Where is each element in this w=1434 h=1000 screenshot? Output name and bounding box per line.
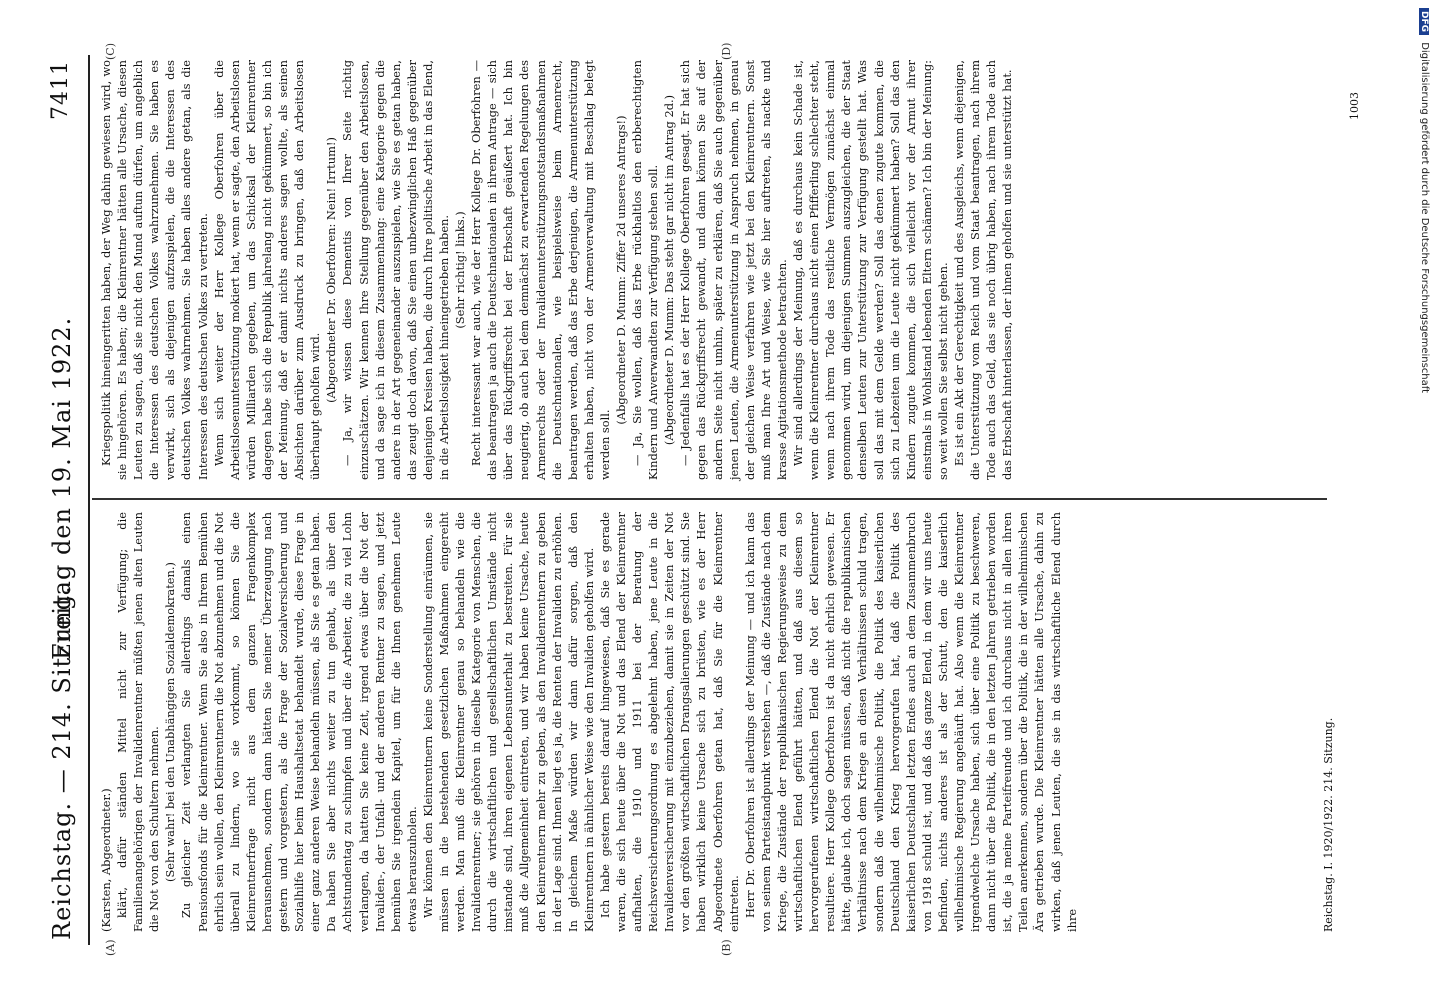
page-header — [48, 60, 88, 940]
column-divider — [92, 498, 1327, 500]
marker-d: (D) — [720, 42, 733, 60]
speaker-label: (Karsten, Abgeordneter.) — [99, 788, 113, 932]
footer-page-number: 1003 — [1348, 92, 1361, 120]
right-paragraph: Recht interessant war auch, wie der Herr Kollege Dr. Oberfohren — das beantragen ja auch die Deutschnationalen in ihrem Antrage — sich über das Rückgriffsrecht bei der Erbschaft geäußert hat. Ich bin neugierig, ob auch bei dem demnächst zu erwartenden Regelungen des Armenrechts oder der Invalidenunterstützungsnotstandsmaßnahmen die Deutschnationalen, wie beispielsweise beim Armenrecht, beantragen werden, daß das Erbe derjenigen, die Armenunterstützung erhalten haben, nicht von der Armenverwaltung mit Beschlag belegt werden soll. — [469, 60, 612, 480]
left-paragraph: Herr Dr. Oberfohren ist allerdings der Meinung — und ich kann das von seinem Parteistandpunkt verstehen —, daß die Zustände nach dem Kriege, die Zustände der republikanischen Regierungsweise zu dem wirtschaftlichen Elend geführt hätten, und daß aus diesem so hervorgerufenen wirtschaftlichen Elend die Not der Kleinrentner resultiere. Herr Kollege Oberfohren ist da nicht ehrlich gewesen. Er hätte, glaube ich, doch sagen müssen, daß nicht die republikanischen Verhältnisse nach dem Kriege an diesen Verhältnissen schuld tragen, sondern daß die wilhelminische Politik, die Politik des kaiserlichen Deutschland den Krieg hervorgerufen hat, daß die Politik des kaiserlichen Deutschland letzten Endes auch an dem Zusammenbruch von 1918 schuld ist, und daß das ganze Elend, in dem wir uns heute befinden, nichts anderes ist als der Schutt, den die kaiserlich wilhelminische Regierung angehäuft hat. Also wenn die Kleinrentner irgendwelche Ursache haben, sich über eine Politik zu beschweren, dann nicht über die Politik, die in den letzten Jahren getrieben worden ist, die ja meine Parteifreunde und ich durchaus nicht in allen ihren Teilen anerkennen, sondern über die Politik, die in der wilhelminischen Ära getrieben wurde. Die Kleinrentner hätten alle Ursache, dahin zu wirken, daß jenen Leuten, die sie in das wirtschaftliche Elend durch ihre — [742, 512, 1079, 932]
right-paragraph: Wenn sich weiter der Herr Kollege Oberfohren über die Arbeitslosenunterstützung mokiert hat, wenn er sagte, den Arbeitslosen würden Milliarden gegeben, um das Schicksal der Kleinrentner dagegen habe sich die Republik jahrelang nicht gekümmert, so bin ich der Meinung, daß er damit nichts anderes sagen wollte, als seinen Absichten darüber zum Ausdruck zu bringen, daß den Arbeitslosen überhaupt geholfen wird. — [211, 60, 323, 480]
marker-b: (B) — [720, 939, 733, 956]
header-left: Reichstag. — 214. Sitzung. — [48, 585, 76, 940]
right-paragraph: Es ist ein Akt der Gerechtigkeit und des Ausgleichs, wenn diejenigen, die Unterstützung vom Reich und vom Staat beantragen, nach ihrem Tode auch das Geld, das sie noch übrig haben, nach ihrem Tode auch das Erbschaft hinterlassen, der ihnen geholfen und sie unterstützt hat. — [951, 60, 1015, 480]
right-paragraph: — Jedenfalls hat es der Herr Kollege Oberfohren gesagt. Er hat sich gegen das Rückgriffsrecht gewandt, und dann können Sie auf der andern Seite nicht umhin, später zu erklären, daß Sie auch gegenüber jenen Leuten, die Armenunterstützung in Anspruch nehmen, in genau der gleichen Weise verfahren wie jetzt bei den Kleinrentnern. Sonst muß man Ihre Art und Weise, wie Sie hier auftreten, als nackte und krasse Agitationsmethode betrachten. — [678, 60, 789, 480]
marker-a: (A) — [104, 939, 117, 956]
right-paragraph: Wir sind allerdings der Meinung, daß es durchaus kein Schade ist, wenn die Kleinrentner durchaus nicht einen Pfifferling schlechter steht, wenn nach ihrem Tode das restliche Vermögen zunächst einmal genommen wird, um diejenigen Summen auszugleichen, die der Staat denselben Leuten zur Unterstützung zur Verfügung gestellt hat. Was soll das mit dem Gelde werden? Soll das denen zugute kommen, die sich zu Lebzeiten um die Leute nicht gekümmert haben? Soll das den Kindern zugute kommen, die sich vielleicht vor der Armut ihrer einstmals in Wohlstand lebenden Eltern schämen? Ich bin der Meinung: so weit wollen Sie selbst nicht gehen. — [791, 60, 950, 480]
interjection: (Abgeordneter D. Mumm: Ziffer 2d unseres Antrags!) — [614, 115, 628, 425]
interjection: (Sehr wahr! bei den Unabhängigen Sozialdemokraten.) — [163, 562, 178, 882]
marker-c: (C) — [104, 43, 117, 60]
page-number: 7411 — [48, 60, 73, 120]
right-paragraph: — Ja, wir wissen diese Dementis von Ihrer Seite richtig einzuschätzen. Wir kennen Ihre Stellung gegenüber den Arbeitslosen, und da sage ich in diesem Zusammenhang: eine Kategorie gegen die andere in der Art gegeneinander auszuspielen, wie Sie es getan haben, das zeugt doch davon, daß Sie einen unbezwinglichen Haß gegenüber denjenigen Kreisen haben, die durch Ihre politische Arbeit in das Elend, in die Arbeitslosigkeit hineingetrieben haben. — [340, 60, 451, 480]
interjection: (Sehr richtig! links.) — [453, 211, 468, 329]
dfg-logo: DFG — [1419, 8, 1429, 35]
footer-left: Reichstag. I. 1920/1922. 214. Sitzung. — [1322, 717, 1335, 932]
interjection: (Abgeordneter D. Mumm: Das steht gar nicht im Antrag 2d.) — [662, 94, 677, 446]
left-column — [98, 512, 1080, 932]
header-date: Freitag den 19. Mai 1922. — [48, 316, 76, 660]
right-paragraph: — Ja, Sie wollen, daß das Erbe rückhaltlos den erbberechtigten Kindern und Anverwandten zur Verfügung stehen soll. — [630, 60, 661, 480]
left-paragraph: Wir können den Kleinrentnern keine Sonderstellung einräumen, sie müssen in die bestehenden gesetzlichen Maßnahmen eingereiht werden. Man muß die Kleinrentner genau so behandeln wie die Invalidenrentner; sie gehören in dieselbe Kategorie von Menschen, die durch die wirtschaftlichen und gesellschaftlichen Umstände nicht imstande sind, ihren eigenen Lebensunterhalt zu bestreiten. Für sie muß die Allgemeinheit eintreten, und wir haben keine Ursache, heute den Kleinrentnern mehr zu geben, als den Invalidenrentnern zu geben in der Lage sind. Ihnen liegt es ja, die Renten der Invaliden zu erhöhen. In gleichem Maße würden wir dann dafür sorgen, daß den Kleinrentnern in ähnlicher Weise wie den Invaliden geholfen wird. — [420, 512, 596, 932]
right-paragraph: Kriegspolitik hineingeritten haben, der Weg dahin gewiesen wird, wo sie hingehören. Es haben; die Kleinrentner hätten alle Ursache, diesen Leuten zu sagen, daß sie nicht den Mund auftun dürfen, um angeblich die Interessen des deutschen Volkes wahrzunehmen. Sie haben es verwirkt, sich als diejenigen aufzuspielen, die die Interessen des deutschen Volkes wahrnehmen. Sie haben alles andere getan, als die Interessen des deutschen Volkes zu vertreten. — [99, 60, 210, 480]
interjection: (Abgeordneter Dr. Oberfohren: Nein! Irrtum!) — [324, 137, 339, 403]
left-paragraph: Ich habe gestern bereits darauf hingewiesen, daß Sie es gerade waren, die sich heute über die Not und das Elend der Kleinrentner aufhalten, die 1910 und 1911 bei der Beratung der Reichsversicherungsordnung es abgelehnt haben, jene Leute in die Invalidenversicherung mit einzubeziehen, damit sie in Zeiten der Not vor den größten wirtschaftlichen Drangsalierungen geschützt sind. Sie haben wirklich keine Ursache sich zu brüsten, wie es der Herr Abgeordnete Oberfohren getan hat, daß Sie für die Kleinrentner eintreten. — [597, 512, 741, 932]
digitization-note — [1412, 8, 1432, 988]
left-paragraph: Zu gleicher Zeit verlangten Sie allerdings damals einen Pensionsfonds für die Kleinrentner. Wenn Sie also in Ihrem Bemühen ehrlich sein wollen, den Kleinrentnern die Not abzunehmen und die Not überall zu lindern, wo sie vorkommt, so können Sie die Kleinrentnerfrage nicht aus dem ganzen Fragenkomplex herausnehmen, sondern dann hätten Sie meiner Überzeugung nach gestern und vorgestern, als die Frage der Sozialversicherung und Sozialhilfe hier beim Haushaltsetat behandelt wurde, diese Frage in einer ganz anderen Weise behandeln müssen, als Sie es getan haben. Da haben Sie aber nichts weiter zu tun gehabt, als über den Achtstundentag zu schimpfen und über die Arbeiter, die zu viel Lohn verlangen, da hatten Sie keine Zeit, irgend etwas über die Not der Invaliden-, der Unfall- und der anderen Rentner zu sagen, und jetzt bemühen Sie irgendein Kapitel, um für die Ihnen genehmen Leute etwas herauszuholen. — [179, 512, 419, 932]
left-paragraph: klärt, dafür ständen Mittel nicht zur Verfügung; die Familienangehörigen der Invalidenrentner müßten jenen alten Leuten die Not von den Schultern nehmen. — [115, 512, 162, 932]
header-rule — [88, 55, 90, 945]
digitization-text: Digitalisierung gefördert durch die Deutsche Forschungsgemeinschaft — [1419, 42, 1430, 394]
right-column — [98, 60, 1015, 480]
